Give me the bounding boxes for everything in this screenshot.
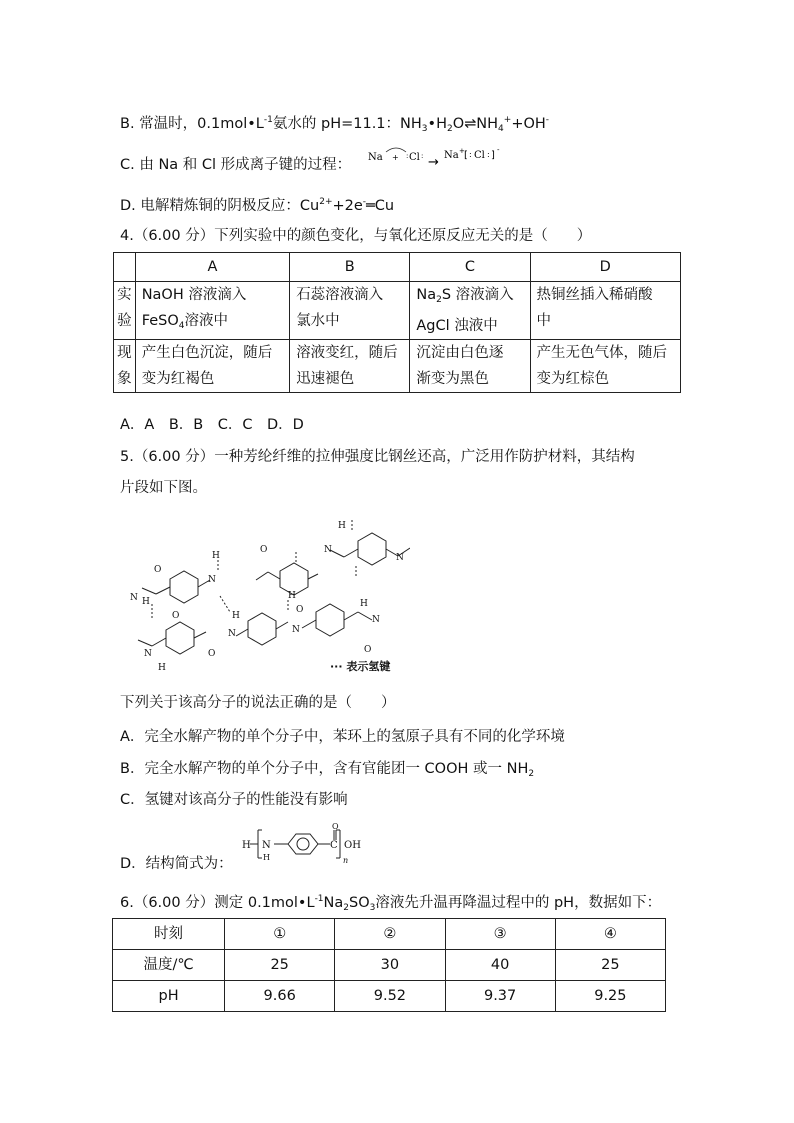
svg-text:O: O bbox=[172, 611, 180, 621]
question-5-stem-2: 片段如下图。 bbox=[120, 480, 207, 496]
svg-text:O: O bbox=[208, 649, 216, 659]
svg-text:Cl: Cl bbox=[474, 150, 485, 161]
question-6-table bbox=[112, 918, 666, 1012]
table-row: 时刻 ① ② ③ ④ bbox=[113, 919, 666, 950]
svg-text:H: H bbox=[360, 599, 368, 609]
option-b: B. 常温时，$0.1mol•L^{-1}$氨水的 pH=11.1：$NH_3•H_2O\rightleftharpoons NH_4^++OH^-$ bbox=[120, 115, 550, 134]
ionic-bond-formation-diagram bbox=[366, 142, 506, 172]
table-row: 实 验 NaOH 溶液滴入 FeSO$_4$溶液中 石蕊溶液滴入 氯水中 $Na_2S$ 溶液滴入 AgCl 浊液中 热铜丝插入稀硝酸 中 bbox=[114, 282, 681, 340]
question-5-option-d: D．结构简式为： bbox=[120, 856, 233, 872]
question-4-choices: A．A B．B C．C D．D bbox=[120, 417, 304, 433]
benzene-ring bbox=[288, 834, 318, 854]
benzene-ring bbox=[248, 613, 276, 645]
svg-text:O: O bbox=[260, 545, 268, 555]
option-d: D. 电解精炼铜的阴极反应：$Cu^{2+}+2e^-═Cu$ bbox=[120, 197, 395, 214]
svg-text:H: H bbox=[142, 597, 150, 607]
question-4-stem: 4.（6.00 分）下列实验中的颜色变化，与氧化还原反应无关的是（ ） bbox=[120, 228, 592, 244]
svg-text:O: O bbox=[332, 822, 339, 831]
svg-text:N: N bbox=[144, 649, 152, 659]
question-5-option-a: A．完全水解产物的单个分子中，苯环上的氢原子具有不同的化学环境 bbox=[120, 729, 565, 745]
hydrogen-bond-legend: ··· 表示氢键 bbox=[330, 660, 391, 673]
option-c: C. 由 Na 和 Cl 形成离子键的过程： bbox=[120, 157, 352, 173]
question-4-table bbox=[113, 252, 681, 393]
svg-text:O: O bbox=[364, 645, 372, 655]
svg-text:n: n bbox=[343, 856, 349, 865]
svg-text:N: N bbox=[324, 545, 332, 555]
svg-text:H: H bbox=[232, 611, 240, 621]
table-header-row: A B C D bbox=[114, 253, 681, 282]
table-row: 温度/℃ 25 30 40 25 bbox=[113, 950, 666, 981]
table-row: pH 9.66 9.52 9.37 9.25 bbox=[113, 981, 666, 1012]
svg-text:C: C bbox=[330, 840, 338, 851]
svg-text:OH: OH bbox=[344, 840, 361, 851]
benzene-ring bbox=[166, 622, 194, 654]
reaction-arrow: → bbox=[428, 155, 439, 170]
question-6-stem: 6.（6.00 分）测定 $0.1mol•L^{-1}Na_2SO_3$溶液先升温再降温过程中的 pH，数据如下： bbox=[120, 894, 662, 913]
svg-text:N: N bbox=[130, 593, 138, 603]
na-atom: Na bbox=[368, 152, 383, 163]
table-row: 现 象 产生白色沉淀，随后 变为红褐色 溶液变红，随后 迅速褪色 沉淀由白色逐 渐变为黑色 产生无色气体，随后 变为红棕色 bbox=[114, 340, 681, 393]
svg-text::: : bbox=[487, 150, 490, 159]
na-ion: Na bbox=[444, 150, 459, 161]
electron-transfer-arrow bbox=[386, 148, 406, 152]
svg-text:O: O bbox=[154, 565, 162, 575]
svg-text:H: H bbox=[242, 840, 251, 851]
structural-formula-diagram bbox=[240, 820, 370, 868]
svg-text:N: N bbox=[208, 575, 216, 585]
svg-text:H: H bbox=[338, 521, 346, 531]
benzene-ring bbox=[316, 604, 344, 636]
question-5-prompt: 下列关于该高分子的说法正确的是（ ） bbox=[120, 695, 396, 711]
svg-text:O: O bbox=[296, 605, 304, 615]
svg-text:N: N bbox=[228, 629, 236, 639]
svg-text:H: H bbox=[158, 663, 166, 673]
question-5-stem-1: 5.（6.00 分）一种芳纶纤维的拉伸强度比钢丝还高，广泛用作防护材料，其结构 bbox=[120, 449, 635, 465]
svg-text::: : bbox=[421, 152, 424, 160]
benzene-ring bbox=[358, 533, 386, 565]
question-5-option-b: B．完全水解产物的单个分子中，含有官能团一 COOH 或一 $NH_2$ bbox=[120, 761, 535, 779]
svg-text:H: H bbox=[212, 551, 220, 561]
svg-text:[: [ bbox=[464, 150, 468, 161]
svg-text:N: N bbox=[372, 615, 380, 625]
aramid-structure-diagram bbox=[120, 508, 410, 678]
svg-text:N: N bbox=[262, 840, 271, 851]
svg-text:N: N bbox=[292, 625, 300, 635]
svg-text:+: + bbox=[459, 147, 465, 155]
svg-text::: : bbox=[406, 152, 409, 160]
svg-text:N: N bbox=[396, 553, 404, 563]
question-5-option-c: C．氢键对该高分子的性能没有影响 bbox=[120, 792, 348, 808]
cl-atom: Cl bbox=[409, 152, 420, 163]
svg-text:-: - bbox=[497, 146, 500, 154]
benzene-ring bbox=[170, 571, 198, 603]
svg-text:H: H bbox=[263, 853, 270, 862]
svg-text:H: H bbox=[288, 591, 296, 601]
svg-text:]: ] bbox=[491, 150, 495, 161]
svg-text::: : bbox=[469, 150, 472, 159]
svg-text:+: + bbox=[392, 153, 399, 162]
